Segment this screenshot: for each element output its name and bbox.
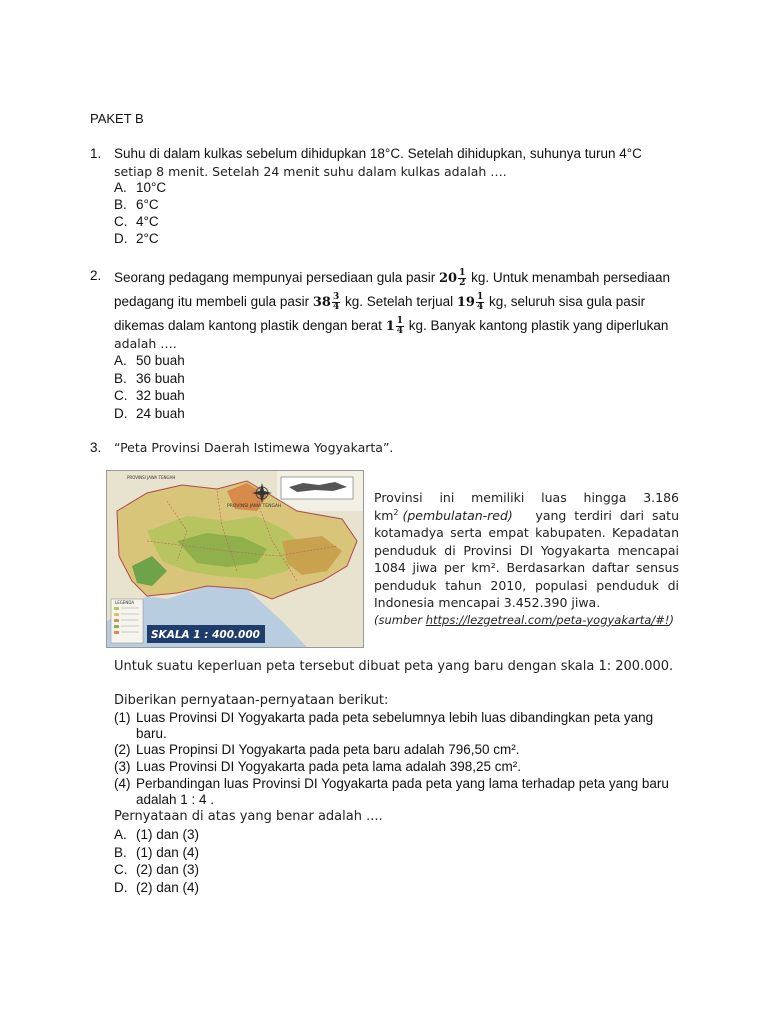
description-line xyxy=(374,507,679,525)
option-text[interactable]: (2) dan (3) xyxy=(136,862,200,877)
mixed-number-whole: 1 xyxy=(385,319,395,334)
source-suffix: ) xyxy=(669,612,674,627)
fraction-denominator: 4 xyxy=(332,301,340,312)
option-letter: A. xyxy=(114,353,127,368)
fraction xyxy=(332,293,340,312)
option-text[interactable]: 10°C xyxy=(136,180,167,195)
statement-text: Luas Provinsi DI Yogyakarta pada peta sebelumnya lebih luas dibandingkan peta yang xyxy=(136,710,654,725)
question-number: 1. xyxy=(90,146,102,161)
fraction xyxy=(458,269,466,288)
description-line: kotamadya serta empat kabupaten. Kepadatan xyxy=(374,525,679,540)
option-text[interactable]: 6°C xyxy=(136,197,159,212)
option-letter: D. xyxy=(114,231,128,246)
option-letter: A. xyxy=(114,180,127,195)
source-link[interactable]: https://lezgetreal.com/peta-yogyakarta/#! xyxy=(425,612,670,627)
fraction-numerator: 3 xyxy=(332,291,340,302)
description-line: Indonesia mencapai 3.452.390 jiwa. xyxy=(374,595,601,610)
option-letter: D. xyxy=(114,879,128,895)
text-segment: kg. Untuk menambah persediaan xyxy=(471,270,670,285)
option-letter: C. xyxy=(114,862,128,877)
option-text[interactable]: 24 buah xyxy=(136,405,185,421)
text-segment: dikemas dalam kantong plastik dengan berat xyxy=(114,318,382,333)
text-segment: kg, seluruh sisa gula pasir xyxy=(488,294,646,309)
unit xyxy=(374,507,513,525)
page-title: PAKET B xyxy=(90,111,144,126)
statements-intro: Diberikan pernyataan-pernyataan berikut: xyxy=(114,693,389,708)
description-line: penduduk di Provinsi DI Yogyakarta mencapai xyxy=(374,542,679,558)
unit-superscript: 2 xyxy=(393,507,399,517)
statement-text: Luas Propinsi DI Yogyakarta pada peta baru adalah 796,50 cm². xyxy=(136,742,520,757)
source-citation xyxy=(374,612,679,630)
statement-number: (2) xyxy=(114,742,131,757)
text-segment: kg. Setelah terjual xyxy=(345,294,454,309)
legend-title: LEGENDA xyxy=(115,600,135,605)
map-label: PROVINSI JAWA TENGAH xyxy=(227,504,282,509)
option-letter: B. xyxy=(114,844,127,860)
map-scale: SKALA 1 : 400.000 xyxy=(151,629,260,641)
option-letter: B. xyxy=(114,197,127,212)
question-text: adalah …. xyxy=(114,336,177,351)
option-letter: C. xyxy=(114,388,128,403)
statement-number: (1) xyxy=(114,710,131,725)
statement-text: adalah 1 : 4 . xyxy=(136,792,215,807)
option-text[interactable]: (2) dan (4) xyxy=(136,879,200,895)
mixed-number-whole: 38 xyxy=(312,295,331,310)
option-letter: D. xyxy=(114,405,128,421)
scale-statement: Untuk suatu keperluan peta tersebut dibuat peta yang baru dengan skala 1: 200.000. xyxy=(114,659,674,674)
fraction-numerator: 1 xyxy=(396,315,403,326)
option-text[interactable]: 4°C xyxy=(136,214,159,229)
fraction xyxy=(476,293,484,312)
fraction-numerator: 1 xyxy=(459,267,466,278)
statement-number: (3) xyxy=(114,759,131,774)
option-letter: C. xyxy=(114,214,128,229)
option-letter: A. xyxy=(114,827,127,842)
yogyakarta-map xyxy=(107,471,363,647)
description-text: yang terdiri dari satu xyxy=(535,507,679,523)
text-segment: kg. Banyak kantong plastik yang diperlukan xyxy=(408,318,669,333)
source-prefix: (sumber xyxy=(374,612,423,627)
fraction xyxy=(396,317,404,336)
description-line: penduduk tahun 2010, populasi penduduk di xyxy=(374,577,679,593)
statement-text: Perbandingan luas Provinsi DI Yogyakarta pada peta yang lama terhadap peta yang baru xyxy=(136,776,669,791)
question-text: setiap 8 menit. Setelah 24 menit suhu dalam kulkas adalah …. xyxy=(114,164,507,179)
option-text[interactable]: (1) dan (3) xyxy=(136,827,200,842)
fraction-denominator: 4 xyxy=(476,301,484,312)
text-segment: Seorang pedagang mempunyai persediaan gula pasir xyxy=(114,270,436,285)
description-line: 1084 jiwa per km². Berdasarkan daftar sensus xyxy=(374,560,679,575)
fraction-denominator: 2 xyxy=(459,277,466,288)
question-text xyxy=(114,290,645,314)
mixed-number-whole: 20 xyxy=(439,271,458,286)
option-text[interactable]: 50 buah xyxy=(136,353,185,368)
question-title: “Peta Provinsi Daerah Istimewa Yogyakarta”. xyxy=(114,440,394,455)
map-image xyxy=(106,470,364,648)
question-number: 3. xyxy=(90,440,102,455)
description-line: Provinsi ini memiliki luas hingga 3.186 xyxy=(374,490,679,505)
unit-text: km xyxy=(374,507,394,523)
text-segment: pedagang itu membeli gula pasir xyxy=(114,294,310,309)
option-letter: B. xyxy=(114,370,127,386)
fraction-denominator: 4 xyxy=(396,325,403,336)
question-text xyxy=(114,314,668,338)
question-text: Pernyataan di atas yang benar adalah .... xyxy=(114,809,383,824)
option-text[interactable]: 32 buah xyxy=(136,388,185,403)
fraction-numerator: 1 xyxy=(476,291,484,302)
question-text xyxy=(114,266,670,290)
map-label: PROVINSI JAWA TENGAH xyxy=(127,475,176,480)
mixed-number-whole: 19 xyxy=(456,295,475,310)
map-description xyxy=(374,489,679,629)
statement-text: Luas Provinsi DI Yogyakarta pada peta lama adalah 398,25 cm². xyxy=(136,759,521,774)
italic-note: (pembulatan-red) xyxy=(402,507,513,523)
statement-number: (4) xyxy=(114,776,131,791)
statement-text: baru. xyxy=(136,726,167,741)
option-text[interactable]: (1) dan (4) xyxy=(136,844,200,860)
question-text: Suhu di dalam kulkas sebelum dihidupkan 18°C. Setelah dihidupkan, suhunya turun 4°C xyxy=(114,146,642,161)
option-text[interactable]: 2°C xyxy=(136,231,159,246)
option-text[interactable]: 36 buah xyxy=(136,370,185,386)
question-number: 2. xyxy=(90,268,102,283)
